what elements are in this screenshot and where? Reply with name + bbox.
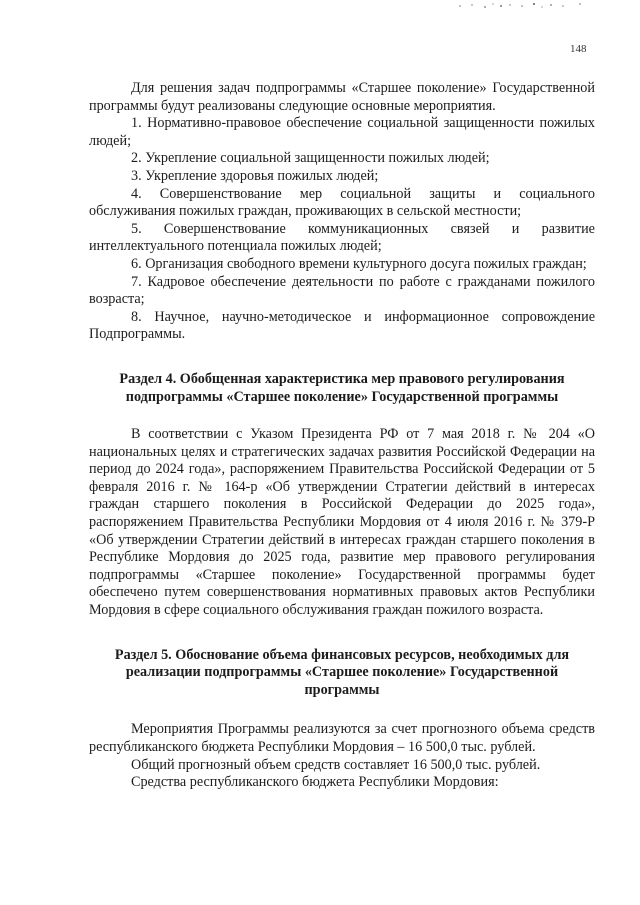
intro-paragraph: Для решения задач подпрограммы «Старшее поколение» Государственной программы будут реализованы следующие основные мероприятия.: [89, 80, 595, 114]
spacer: [89, 620, 595, 647]
measure-item-4: 4. Совершенствование мер социальной защиты и социального обслуживания пожилых граждан, проживающих в сельской местности;: [89, 185, 595, 220]
section-4-heading: Раздел 4. Обобщенная характеристика мер правового регулирования подпрограммы «Старшее поколение» Государственной программы: [119, 370, 565, 405]
section-5-paragraph-1: Мероприятия Программы реализуются за счет прогнозного объема средств республиканского бюджета Республики Мордовия – 16 500,0 тыс. рублей.: [89, 721, 595, 755]
page-number: 148: [570, 43, 587, 55]
spacer: [89, 344, 595, 371]
measure-item-3: 3. Укрепление здоровья пожилых людей;: [131, 167, 379, 184]
section-4-body: В соответствии с Указом Президента РФ от 7 мая 2018 г. № 204 «О национальных целях и стратегических задачах развития Российской Федерации на период до 2024 года», распоряжением Правительства Российской Федерации от 5 февраля 2016 г. № 164-р «Об утверждении Стратегии действий в интересах граждан старшего поколения в Российской Федерации до 2025 года», распоряжением Правительства Республики Мордовия от 4 июля 2016 г. № 379-Р «Об утверждении Стратегии действий в интересах граждан старшего поколения в Республике Мордовия до 2025 года, развитие мер правового регулирования подпрограммы «Старшее поколение» Государственной программы будет обеспечено путем совершенствования нормативных правовых актов Республики Мордовия в сфере социального обслуживания граждан пожилого возраста.: [89, 426, 595, 619]
measure-item-2: 2. Укрепление социальной защищенности пожилых людей;: [131, 150, 490, 167]
measure-item-5: 5. Совершенствование коммуникационных связей и развитие интеллектуального потенциала пожилых людей;: [89, 220, 595, 255]
measure-item-1: 1. Нормативно-правовое обеспечение социальной защищенности пожилых людей;: [89, 115, 595, 149]
spacer: [89, 406, 595, 426]
document-body: [89, 80, 595, 792]
measure-item-6: 6. Организация свободного времени культурного досуга пожилых граждан;: [131, 255, 587, 272]
measure-item-7: 7. Кадровое обеспечение деятельности по работе с гражданами пожилого возраста;: [89, 273, 595, 308]
measure-item-8: 8. Научное, научно-методическое и информационное сопровождение Подпрограммы.: [89, 308, 595, 343]
section-5-paragraph-3: Средства республиканского бюджета Республики Мордовия:: [131, 774, 499, 791]
section-5-heading: Раздел 5. Обоснование объема финансовых ресурсов, необходимых для реализации подпрограммы «Старшее поколение» Государственной программы: [114, 646, 570, 698]
scan-artifact-marks: [430, 0, 600, 14]
section-5-paragraph-2: Общий прогнозный объем средств составляет 16 500,0 тыс. рублей.: [131, 756, 541, 773]
spacer: [89, 699, 595, 721]
